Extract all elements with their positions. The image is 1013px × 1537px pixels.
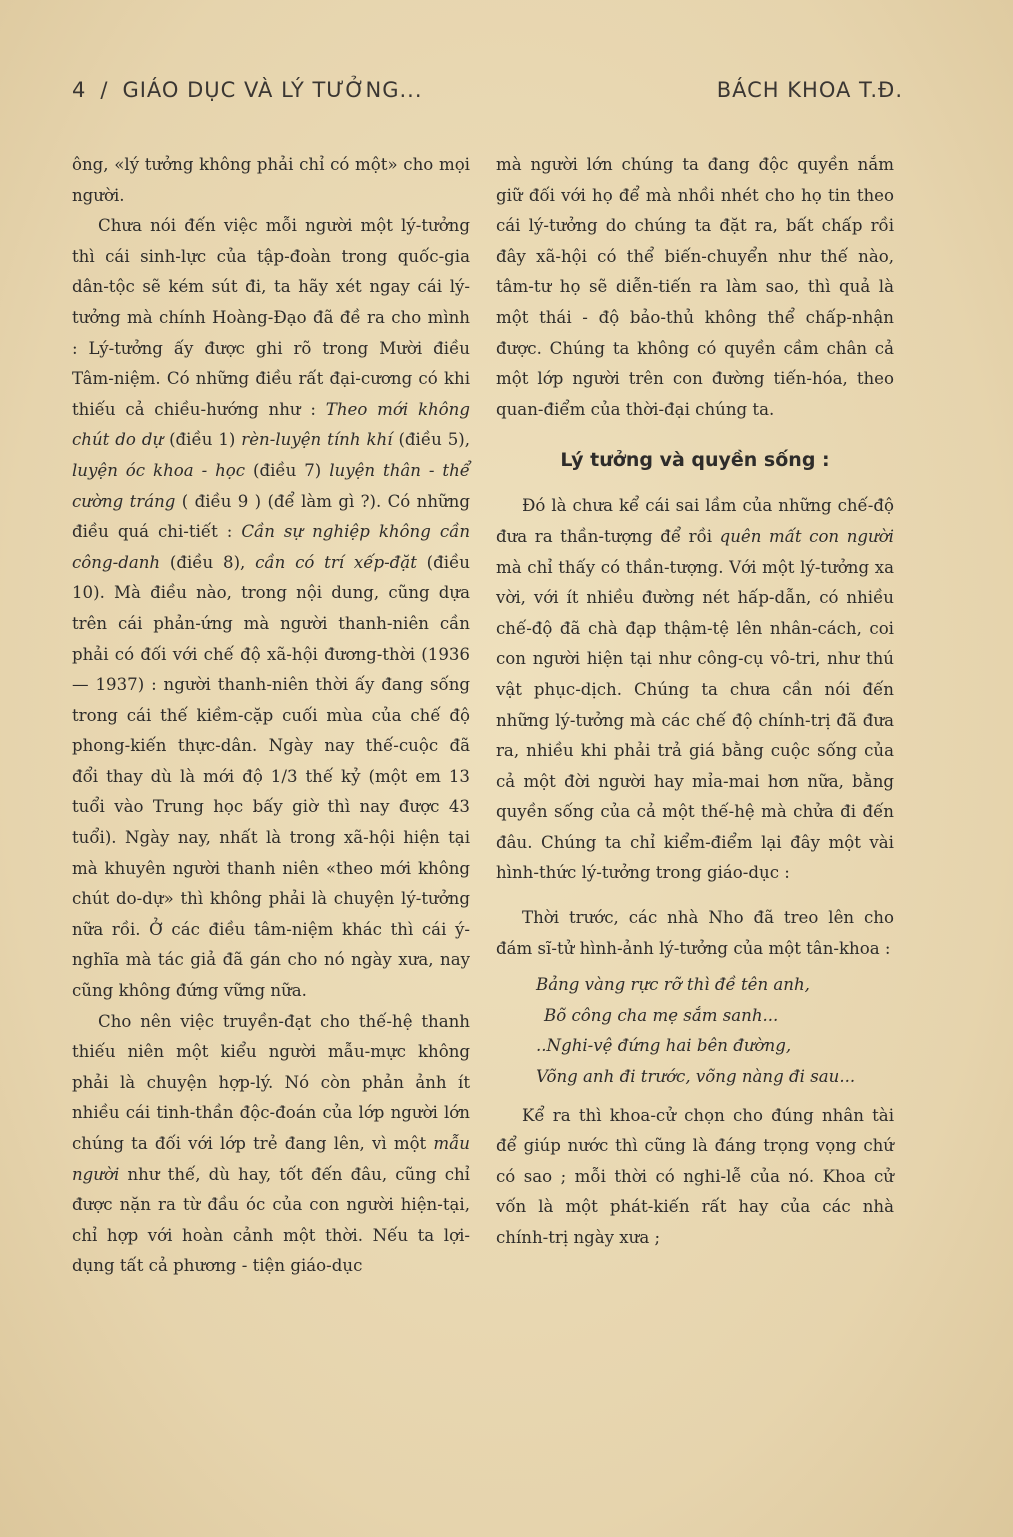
text-run: (điều 1) bbox=[163, 430, 242, 450]
poem-line: Võng anh đi trước, võng nàng đi sau... bbox=[536, 1067, 856, 1087]
poem-line: Bõ công cha mẹ sắm sanh... bbox=[544, 1005, 779, 1025]
text-run: (điều 5), bbox=[392, 430, 471, 450]
italic-run: cần có trí xếp-đặt bbox=[255, 552, 417, 572]
article-title: GIÁO DỤC VÀ LÝ TƯỞNG... bbox=[122, 78, 423, 102]
paragraph: mà người lớn chúng ta đang độc quyền nắm giữ đối với họ để mà nhồi nhét cho họ tin theo cái lý-tưởng do chúng ta đặt ra, bất chấp rồi đây xã-hội có thể biến-chuyển như thế nào, tâm-tư họ sẽ diễn-tiến ra làm sao, thì quả là một thái - độ bảo-thủ không thể chấp-nhận được. Chúng ta không có quyền cầm chân cả một lớp người trên con đường tiến-hóa, theo quan-điểm của thời-đại chúng ta. bbox=[496, 155, 894, 419]
poem-line: ..Nghi-vệ đứng hai bên đường, bbox=[536, 1036, 792, 1056]
magazine-name: BÁCH KHOA T.Đ. bbox=[716, 78, 903, 102]
text-run: (điều 8), bbox=[160, 552, 256, 572]
paragraph bbox=[72, 211, 470, 1006]
text-run: Đó là chưa kể cái sai lầm của những chế-độ đưa ra thần-tượng để rồi bbox=[496, 496, 894, 546]
italic-run: Cần sự nghiệp không cần công-danh bbox=[72, 522, 471, 572]
italic-run: luyện óc khoa - học bbox=[72, 460, 246, 480]
paragraph: ông, «lý tưởng không phải chỉ có một» cho mọi người. bbox=[72, 155, 470, 205]
italic-run: Theo mới không chút do dự bbox=[72, 399, 470, 450]
poem-quote bbox=[536, 970, 894, 1092]
text-run: Cho nên việc truyền-đạt cho thế-hệ thanh thiếu niên một kiểu người mẫu-mực không phải là chuyện hợp-lý. Nó còn phản ảnh ít nhiều cái tinh-thần độc-đoán của lớp người lớn chúng ta đối với lớp trẻ đang lên, vì một bbox=[72, 1011, 470, 1153]
section-heading: Lý tưởng và quyền sống : bbox=[560, 449, 830, 472]
italic-run: rèn-luyện tính khí bbox=[241, 430, 393, 450]
running-header bbox=[72, 78, 903, 114]
page-number: 4 bbox=[72, 78, 87, 102]
left-column bbox=[72, 150, 470, 1282]
paragraph bbox=[72, 1007, 470, 1282]
text-run: Chưa nói đến việc mỗi người một lý-tưởng thì cái sinh-lực của tập-đoàn trong quốc-gia dân-tộc sẽ kém sút đi, ta hãy xét ngay cái lý-tưởng mà chính Hoàng-Đạo đã đề ra cho mình : Lý-tưởng ấy được ghi rõ trong Mười điều Tâm-niệm. Có những điều rất đại-cương có khi thiếu cả chiều-hướng như : bbox=[72, 216, 470, 419]
text-run: (điều 10). Mà điều nào, trong nội dung, cũng dựa trên cái phản-ứng mà người thanh-niên cần phải có đối với chế độ xã-hội đương-thời (1936 — 1937) : người thanh-niên thời ấy đang sống trong cái thế kiềm-cặp cuối mùa của chế độ phong-kiến thực-dân. Ngày nay thế-cuộc đã đổi thay dù là mới độ 1/3 thế kỷ (một em 13 tuổi vào Trung học bấy giờ thì nay được 43 tuổi). Ngày nay, nhất là trong xã-hội hiện tại mà khuyên người thanh niên «theo mới không chút do-dự» thì không phải là chuyện lý-tưởng nữa rồi. Ở các điều tâm-niệm khác thì cái ý-nghĩa mà tác giả đã gán cho nó ngày xưa, nay cũng không đứng vững nữa. bbox=[72, 552, 470, 1001]
paragraph bbox=[496, 491, 894, 889]
text-run: (điều 7) bbox=[245, 460, 330, 480]
spacer bbox=[496, 889, 894, 903]
header-left bbox=[72, 78, 423, 102]
italic-run: mẫu người bbox=[72, 1134, 470, 1184]
italic-run: quên mất con người bbox=[719, 526, 894, 546]
paragraph: Kể ra thì khoa-cử chọn cho đúng nhân tài để giúp nước thì cũng là đáng trọng vọng chứ có sao ; mỗi thời có nghi-lễ của nó. Khoa cử vốn là một phát-kiến rất hay của các nhà chính-trị ngày xưa ; bbox=[496, 1105, 894, 1247]
text-run: ( điều 9 ) (để làm gì ?). Có những điều quá chi-tiết : bbox=[72, 491, 470, 542]
right-column bbox=[496, 150, 894, 1254]
poem-line: Bảng vàng rực rỡ thì đề tên anh, bbox=[536, 975, 810, 995]
text-run: mà chỉ thấy có thần-tượng. Với một lý-tưởng xa vời, với ít nhiều đường nét hấp-dẫn, có nhiều chế-độ đã chà đạp thậm-tệ lên nhân-cách, coi con người hiện tại như công-cụ vô-tri, như thú vật phục-dịch. Chúng ta chưa cần nói đến những lý-tưởng mà các chế độ chính-trị đã đưa ra, nhiều khi phải trả giá bằng cuộc sống của cả một đời người hay mỉa-mai hơn nữa, bằng quyền sống của cả một thế-hệ mà chửa đi đến đâu. Chúng ta chỉ kiểm-điểm lại đây một vài hình-thức lý-tưởng trong giáo-dục : bbox=[496, 557, 894, 883]
italic-run: luyện thân - thể cường tráng bbox=[72, 460, 470, 511]
paragraph: Thời trước, các nhà Nho đã treo lên cho đám sĩ-tử hình-ảnh lý-tưởng của một tân-khoa : bbox=[496, 908, 894, 958]
text-run: như thế, dù hay, tốt đến đâu, cũng chỉ được nặn ra từ đầu óc của con người hiện-tại, chỉ hợp với hoàn cảnh một thời. Nếu ta lợi-dụng tất cả phương - tiện giáo-dục bbox=[72, 1164, 470, 1276]
header-separator: / bbox=[100, 78, 109, 102]
